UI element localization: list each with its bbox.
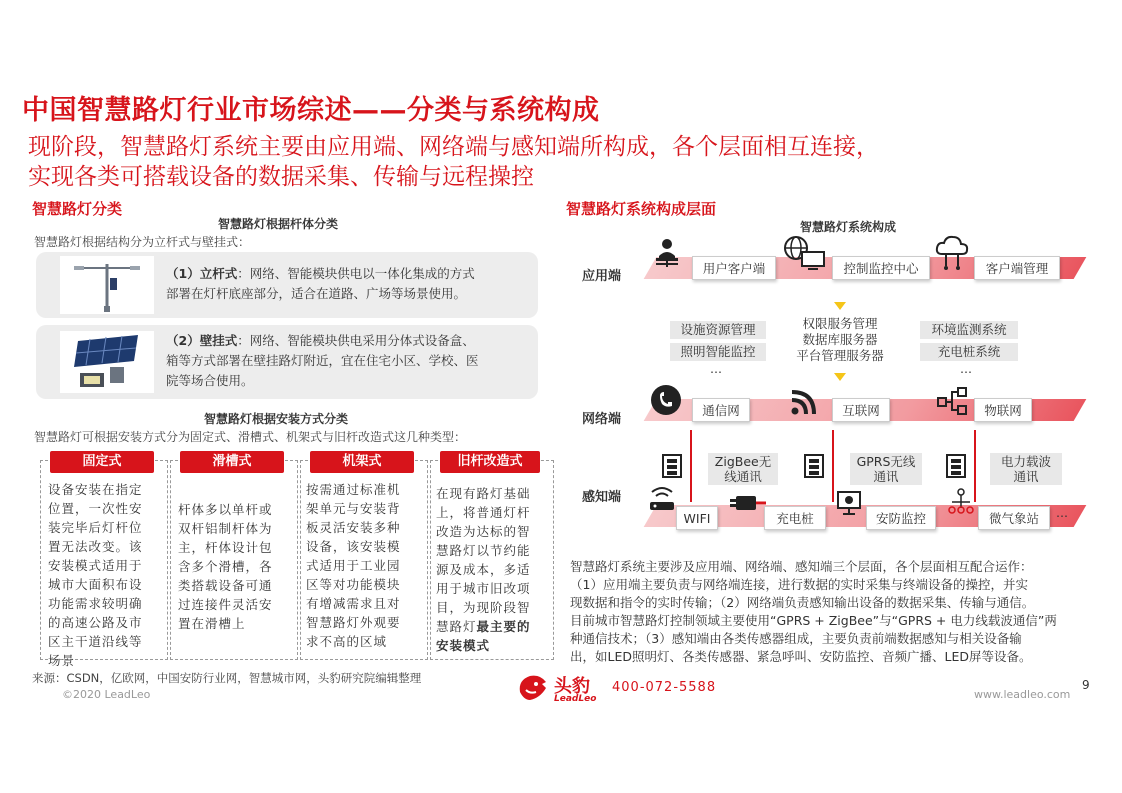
fixed-line: 位置，一次性安: [48, 501, 143, 516]
leadleo-logo-icon: [516, 672, 550, 706]
description-line: 现数据和指令的实时传输；（2）网络端负责感知输出设备的数据采集、传输与通信。: [570, 595, 1035, 610]
device-stack-icon: [944, 452, 970, 482]
sensing-node-security: 安防监控: [866, 506, 936, 530]
chute-line: 双杆铝制杆体为: [178, 521, 273, 536]
monitor-globe-icon: [780, 234, 826, 272]
install-classification-title: 智慧路灯根据安装方式分类: [204, 412, 349, 426]
brand-name-en: LeadLeo: [554, 694, 597, 704]
service-platform: 平台管理服务器: [796, 348, 884, 363]
chute-line: 含多个滑槽，各: [178, 559, 273, 574]
iot-network-icon: [936, 384, 970, 418]
diagram-title: 智慧路灯系统构成: [800, 220, 897, 234]
type-text-retrofit: [436, 484, 550, 655]
wall-text-1: ：网络、智能模块供电采用分体式设备盒、: [237, 333, 475, 348]
comm-zigbee-line: ZigBee无: [714, 454, 772, 469]
chute-line: 主，杆体设计包: [178, 540, 273, 555]
pole-card-standing: [36, 252, 538, 318]
rack-line: 设备，该安装模: [306, 539, 401, 554]
description-line: 出，如LED照明灯、各类传感器、紧急呼叫、安防监控、音频广播、LED屏等设备。: [570, 649, 1032, 664]
sensing-node-weather: 微气象站: [978, 506, 1050, 530]
fixed-line: 场景: [48, 653, 76, 668]
fixed-line: 安装模式适用于: [48, 558, 143, 573]
comm-gprs-line: GPRS无线: [856, 454, 916, 469]
service-permission: 权限服务管理: [802, 316, 878, 331]
arrow-down-icon: [834, 373, 846, 381]
right-service-environment: 环境监测系统: [920, 321, 1018, 339]
fixed-line: 区主干道沿线等: [48, 634, 143, 649]
chute-line: 杆体多以单杆或: [178, 502, 273, 517]
description-line: 种通信技术；（3）感知端由各类传感器组成，主要负责前端数据感知与相关设备输: [570, 631, 1022, 646]
comm-powerline-line: 电力载波: [1000, 454, 1051, 469]
wall-label: （2）壁挂式: [166, 333, 238, 348]
standing-pole-image: [60, 256, 154, 314]
comm-gprs: [850, 453, 922, 485]
retrofit-line: 用于城市旧改项: [436, 581, 531, 596]
brand-name: 头豹: [554, 676, 590, 697]
right-heading: 智慧路灯系统构成层面: [566, 200, 717, 218]
pole-classification-intro: 智慧路灯根据结构分为立杆式与壁挂式：: [34, 235, 251, 249]
device-stack-icon: [802, 452, 828, 482]
fixed-line: 的高速公路及市: [48, 615, 143, 630]
type-head-chute: 滑槽式: [180, 451, 284, 473]
wall-text-3: 院等场合使用。: [166, 373, 254, 388]
layer-label-app: 应用端: [582, 269, 622, 284]
standing-label: （1）立杆式: [166, 266, 238, 281]
rack-line: 按需通过标准机: [306, 482, 401, 497]
comm-powerline-line: 通讯: [1013, 469, 1039, 484]
fixed-line: 功能需求较明确: [48, 596, 143, 611]
wifi-router-icon: [646, 486, 678, 516]
fixed-line: 置无法改变。该: [48, 539, 143, 554]
copyright: ©2020 LeadLeo: [62, 688, 151, 701]
standing-text-1: ：网络、智能模块供电以一体化集成的方式: [237, 266, 475, 281]
security-camera-icon: [834, 488, 864, 518]
charging-plug-icon: [728, 490, 768, 516]
wall-text-2: 箱等方式部署在壁挂路灯附近，宜在住宅小区、学校、医: [166, 353, 479, 368]
chute-line: 过连接件灵活安: [178, 597, 273, 612]
chute-line: 类搭载设备可通: [178, 578, 273, 593]
sensing-node-wifi: WIFI: [676, 506, 718, 530]
rack-line: 板灵活安装多种: [306, 520, 401, 535]
type-head-retrofit: 旧杆改造式: [440, 451, 540, 473]
retrofit-line: [436, 636, 550, 655]
rack-line: 式适用于工业园: [306, 558, 401, 573]
connector-line: [690, 430, 692, 502]
type-head-fixed: 固定式: [50, 451, 154, 473]
comm-zigbee-line: 线通讯: [724, 469, 762, 484]
install-classification-intro: 智慧路灯可根据安装方式分为固定式、滑槽式、机架式与旧杆改造式这几种类型：: [34, 430, 467, 444]
telecom-icon: [648, 382, 684, 418]
page-number: 9: [1082, 678, 1090, 692]
fixed-line: 装完毕后灯杆位: [48, 520, 143, 535]
cloud-icon: [934, 234, 970, 272]
network-node-iot: 物联网: [974, 398, 1032, 422]
comm-gprs-line: 通讯: [873, 469, 899, 484]
subtitle-line-1: 现阶段，智慧路灯系统主要由应用端、网络端与感知端所构成，各个层面相互连接，: [28, 134, 879, 160]
chute-line: 置在滑槽上: [178, 616, 246, 631]
ellipsis-right: …: [960, 362, 972, 376]
retrofit-line: 源及成本，多适: [436, 562, 531, 577]
description-line: （1）应用端主要负责与网络端连接，进行数据的实时采集与终端设备的操控，并实: [570, 577, 1028, 592]
app-node-client-management: 客户端管理: [974, 256, 1060, 280]
phone-number: 400-072-5588: [612, 680, 717, 695]
retrofit-line: [436, 617, 550, 636]
signal-icon: [788, 384, 822, 418]
standing-text-2: 部署在灯杆底座部分，适合在道路、广场等场景使用。: [166, 286, 467, 301]
page-title: 中国智慧路灯行业市场综述——分类与系统构成: [22, 95, 600, 126]
rack-line: 架单元与安装背: [306, 501, 401, 516]
rack-line: 有增减需求且对: [306, 596, 401, 611]
wall-mounted-image: [60, 331, 154, 393]
center-services: [788, 316, 892, 364]
sensing-ellipsis: …: [1056, 506, 1068, 520]
website: www.leadleo.com: [974, 688, 1071, 701]
rack-line: 智慧路灯外观要: [306, 615, 401, 630]
retrofit-line: 在现有路灯基础: [436, 486, 531, 501]
type-text-rack: [306, 480, 422, 651]
arrow-down-icon: [834, 302, 846, 310]
fixed-line: 城市大面积布设: [48, 577, 143, 592]
rack-line: 求不高的区域: [306, 634, 388, 649]
left-service-lighting: 照明智能监控: [670, 343, 766, 361]
retrofit-line: 目，为现阶段智: [436, 600, 531, 615]
system-description: [570, 558, 1100, 666]
device-stack-icon: [660, 452, 686, 482]
retrofit-bold-1: 最主要的: [476, 619, 531, 634]
retrofit-line: 改造为达标的智: [436, 524, 531, 539]
retrofit-line: 慧路灯以节约能: [436, 543, 531, 558]
pole-card-wall: [36, 325, 538, 399]
type-text-fixed: [48, 480, 160, 670]
description-line: 智慧路灯系统主要涉及应用端、网络端、感知端三个层面，各个层面相互配合运作：: [570, 559, 1033, 574]
network-node-telecom: 通信网: [692, 398, 750, 422]
type-head-rack: 机架式: [310, 451, 414, 473]
app-node-control-center: 控制监控中心: [832, 256, 930, 280]
layer-label-network: 网络端: [582, 412, 622, 427]
type-text-chute: [178, 500, 290, 633]
retrofit-prefix: 慧路灯: [436, 619, 477, 634]
weather-station-icon: [946, 486, 976, 516]
description-line: 目前城市智慧路灯控制领域主要使用“GPRS + ZigBee”与“GPRS + 电力线载波通信”两: [570, 613, 1057, 628]
pole-classification-title: 智慧路灯根据杆体分类: [218, 217, 339, 231]
left-heading: 智慧路灯分类: [32, 200, 123, 218]
retrofit-line: 上，将普通灯杆: [436, 505, 531, 520]
rack-line: 区等对功能模块: [306, 577, 401, 592]
right-service-charging: 充电桩系统: [920, 343, 1018, 361]
user-icon: [650, 236, 684, 270]
comm-powerline: [990, 453, 1062, 485]
service-database: 数据库服务器: [802, 332, 878, 347]
source-note: 来源：CSDN，亿欧网，中国安防行业网，智慧城市网，头豹研究院编辑整理: [32, 671, 422, 685]
subtitle-line-2: 实现各类可搭载设备的数据采集、传输与远程操控: [28, 164, 534, 190]
fixed-line: 设备安装在指定: [48, 482, 143, 497]
network-node-internet: 互联网: [832, 398, 890, 422]
ellipsis-left: …: [710, 362, 722, 376]
sensing-node-charging: 充电桩: [764, 506, 826, 530]
left-service-facility: 设施资源管理: [670, 321, 766, 339]
app-node-user-client: 用户客户端: [692, 256, 776, 280]
layer-label-sensing: 感知端: [582, 490, 622, 505]
retrofit-bold-2: 安装模式: [436, 638, 491, 653]
comm-zigbee: [708, 453, 778, 485]
